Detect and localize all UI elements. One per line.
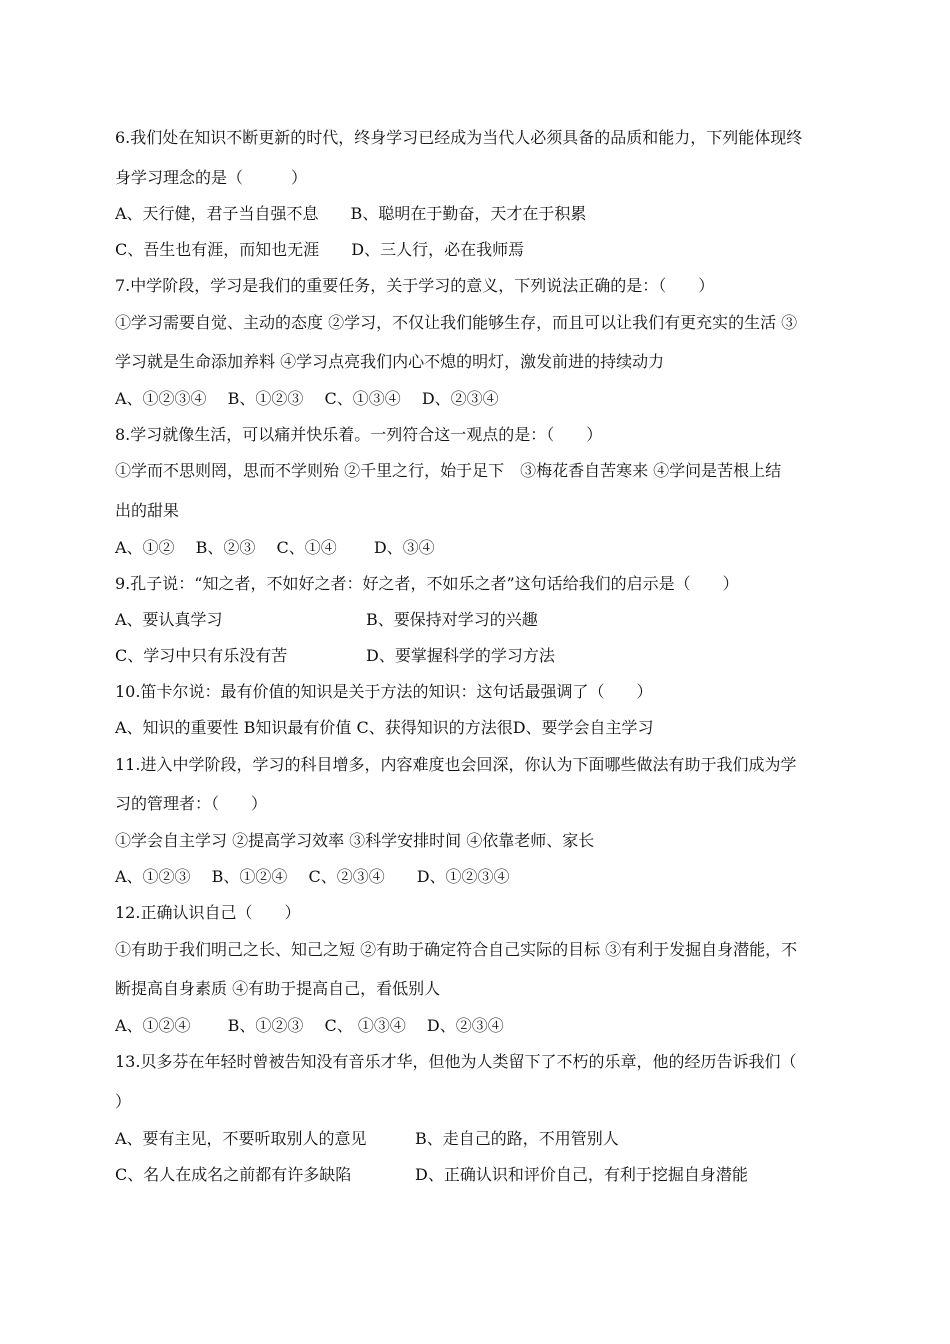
question-12-options: A、①②④ B、①②③ C、 ①③④ D、②③④: [115, 1016, 504, 1035]
question-7-stem: 7.中学阶段，学习是我们的重要任务，关于学习的意义，下列说法正确的是：（ ）: [115, 276, 715, 295]
question-7-options: A、①②③④ B、①②③ C、①③④ D、②③④: [115, 389, 499, 408]
question-9-option-d: D、要掌握科学的学习方法: [366, 646, 555, 665]
question-13-stem-continued: ）: [115, 1092, 132, 1111]
question-13-option-a: A、要有主见，不要听取别人的意见: [115, 1129, 367, 1148]
question-9-option-c: C、学习中只有乐没有苦: [115, 646, 288, 665]
question-11-options: A、①②③ B、①②④ C、②③④ D、①②③④: [115, 867, 510, 886]
question-12-statements: ①有助于我们明己之长、知己之短 ②有助于确定符合自己实际的目标 ③有利于发掘自身潜能，不: [115, 940, 798, 959]
question-10-stem: 10.笛卡尔说：最有价值的知识是关于方法的知识：这句话最强调了（ ）: [115, 682, 653, 701]
question-8-stem: 8.学习就像生活，可以痛并快乐着。一列符合这一观点的是：（ ）: [115, 425, 603, 444]
question-9-option-a: A、要认真学习: [115, 610, 223, 629]
question-6-options-cd: C、吾生也有涯，而知也无涯 D、三人行，必在我师焉: [115, 240, 525, 259]
question-11-statements: ①学会自主学习 ②提高学习效率 ③科学安排时间 ④依靠老师、家长: [115, 831, 595, 850]
question-12-stem: 12.正确认识自己（ ）: [115, 903, 301, 922]
question-10-options: A、知识的重要性 B知识最有价值 C、获得知识的方法很D、要学会自主学习: [115, 718, 654, 737]
question-13-stem: 13.贝多芬在年轻时曾被告知没有音乐才华，但他为人类留下了不朽的乐章，他的经历告诉我们（: [115, 1052, 797, 1071]
question-13-option-c: C、名人在成名之前都有许多缺陷: [115, 1165, 352, 1184]
question-6-stem: 6.我们处在知识不断更新的时代，终身学习已经成为当代人必须具备的品质和能力，下列能体现终: [115, 128, 803, 147]
question-9-stem: 9.孔子说：“知之者，不如好之者：好之者，不如乐之者”这句话给我们的启示是（ ）: [115, 574, 739, 593]
question-7-statements: ①学习需要自觉、主动的态度 ②学习，不仅让我们能够生存，而且可以让我们有更充实的生活 ③: [115, 313, 798, 332]
question-11-stem-continued: 习的管理者：（ ）: [115, 794, 268, 813]
question-8-statements-continued: 出的甜果: [115, 501, 180, 520]
question-9-option-b: B、要保持对学习的兴趣: [366, 610, 538, 629]
question-12-statements-continued: 断提高自身素质 ④有助于提高自己，看低别人: [115, 979, 441, 998]
question-8-options: A、①② B、②③ C、①④ D、③④: [115, 538, 435, 557]
question-13-option-b: B、走自己的路，不用管别人: [415, 1129, 619, 1148]
question-11-stem: 11.进入中学阶段，学习的科目增多，内容难度也会回深，你认为下面哪些做法有助于我们成为学: [115, 755, 797, 774]
question-8-statements: ①学而不思则罔，思而不学则殆 ②千里之行，始于足下 ③梅花香自苦寒来 ④学问是苦根上结: [115, 461, 782, 480]
question-6-stem-continued: 身学习理念的是（ ）: [115, 168, 308, 187]
question-7-statements-continued: 学习就是生命添加养料 ④学习点亮我们内心不熄的明灯，激发前进的持续动力: [115, 352, 665, 371]
question-6-options-ab: A、天行健，君子当自强不息 B、聪明在于勤奋，天才在于积累: [115, 204, 587, 223]
question-13-option-d: D、正确认识和评价自己，有利于挖掘自身潜能: [415, 1165, 748, 1184]
